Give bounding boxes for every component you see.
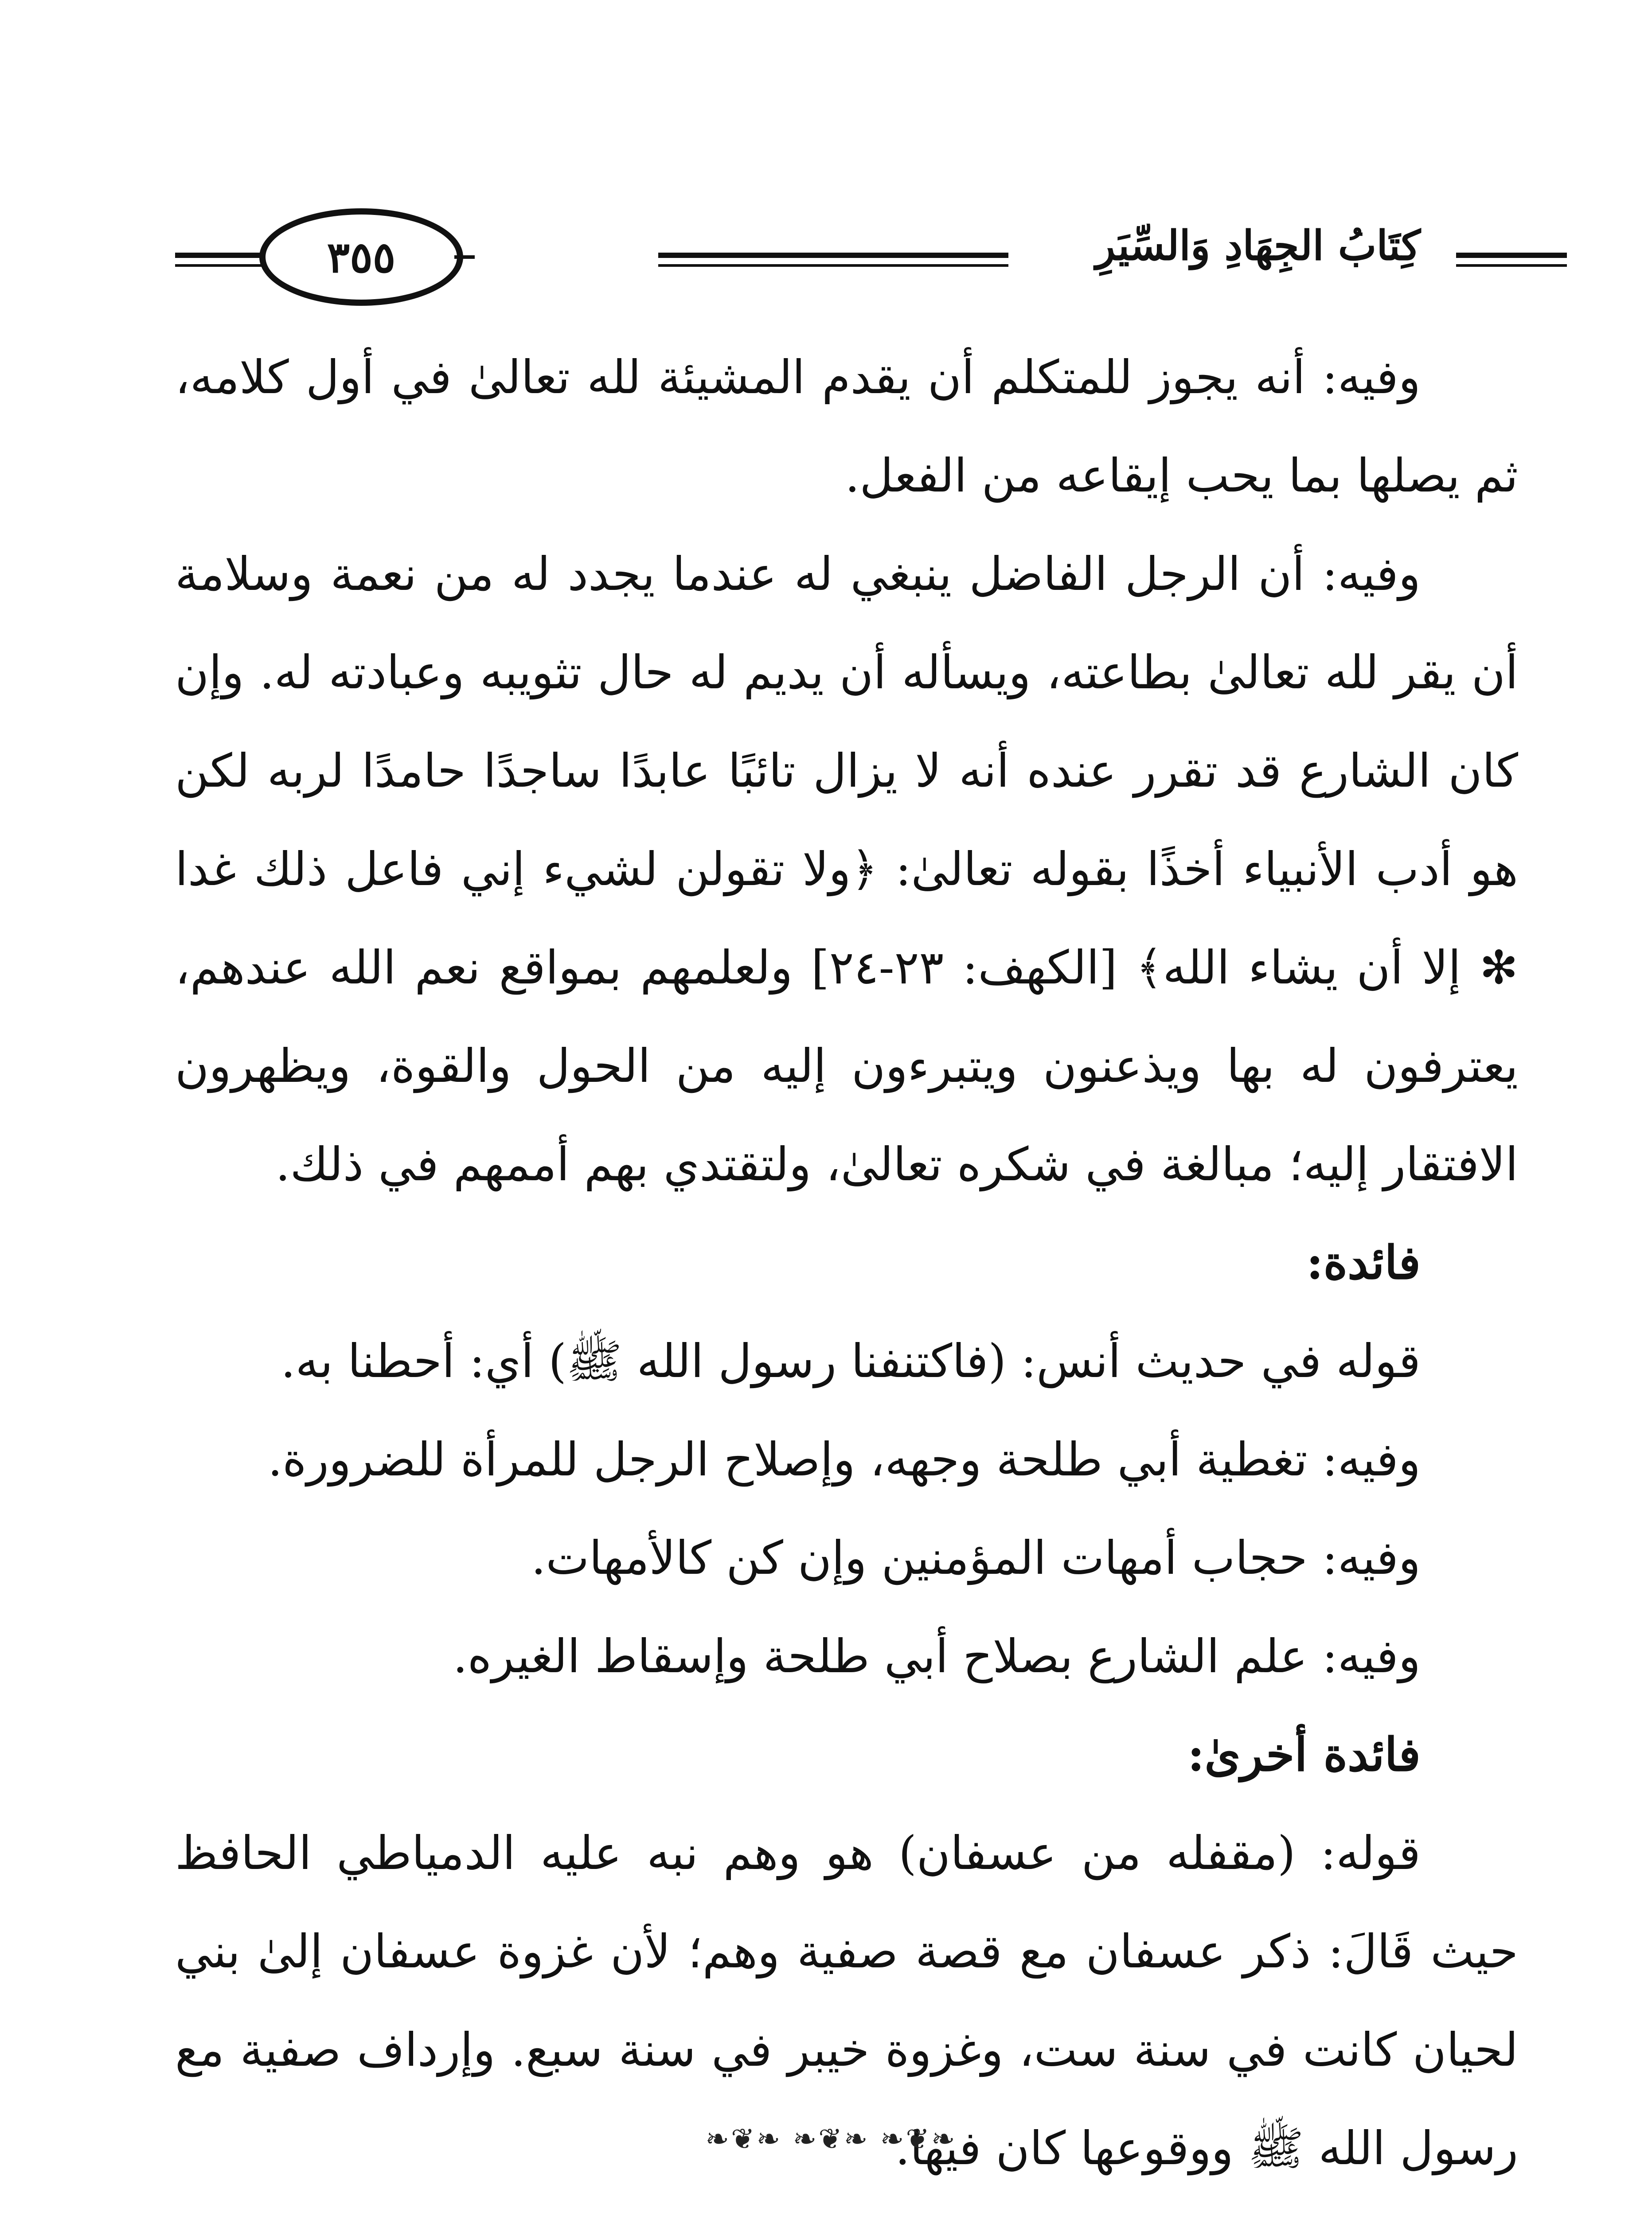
header-rule	[658, 253, 1008, 258]
paragraph: وفيه: أن الرجل الفاضل ينبغي له عندما يجدد له من نعمة وسلامة أن يقر لله تعالىٰ بطاعته، ويسأله أن يديم له حال تثويبه وعبادته له. وإن كان الشارع قد تقرر عنده أنه لا يزال تائبًا عابدًا ساجدًا حامدًا لربه لكن هو أدب الأنبياء أخذًا بقوله تعالىٰ: ﴿ولا تقولن لشيء إني فاعل ذلك غدا ✻ إلا أن يشاء الله﴾ [الكهف: ٢٣-٢٤] ولعلمهم بمواقع نعم الله عندهم، يعترفون له بها ويذعنون ويتبرءون إليه من الحول والقوة، ويظهرون الافتقار إليه؛ مبالغة في شكره تعالىٰ، ولتقتدي بهم أممهم في ذلك.	[175, 547, 1518, 1191]
header-rule	[1456, 253, 1567, 258]
list-item: وفيه: حجاب أمهات المؤمنين وإن كن كالأمهات.	[531, 1531, 1421, 1585]
header-rule	[658, 264, 1008, 267]
list-item: وفيه: علم الشارع بصلاح أبي طلحة وإسقاط الغيره.	[453, 1629, 1421, 1683]
header-rule	[1456, 264, 1567, 267]
paragraph: وفيه: أنه يجوز للمتكلم أن يقدم المشيئة لله تعالىٰ في أول كلامه، ثم يصلها بما يحب إيقاعه من الفعل.	[175, 350, 1518, 503]
section-heading: فائدة:	[1306, 1235, 1421, 1290]
list-item: وفيه: تغطية أبي طلحة وجهه، وإصلاح الرجل للمرأة للضرورة.	[268, 1432, 1421, 1486]
book-title: كِتَابُ الجِهَادِ وَالسِّيَرِ	[1095, 222, 1421, 269]
page-number: ٣٥٥	[327, 232, 396, 282]
page-number-badge	[259, 208, 463, 306]
page-body	[175, 328, 1518, 2197]
section-heading: فائدة أخرىٰ:	[1187, 1727, 1421, 1782]
end-ornament: ❧❦❧ ❧❦❧ ❧❦❧	[705, 2123, 957, 2156]
paragraph: قوله: (مقفله من عسفان) هو وهم نبه عليه الدمياطي الحافظ حيث قَالَ: ذكر عسفان مع قصة صفية وهم؛ لأن غزوة عسفان إلىٰ بني لحيان كانت في سنة ست، وغزوة خيبر في سنة سبع. وإرداف صفية مع رسول الله ﷺ ووقوعها كان فيها.	[175, 1826, 1518, 2175]
header-rule	[175, 253, 264, 258]
list-item: قوله في حديث أنس: (فاكتنفنا رسول الله ﷺ) أي: أحطنا به.	[281, 1334, 1421, 1388]
page-header	[175, 195, 1567, 310]
header-rule	[175, 264, 264, 267]
